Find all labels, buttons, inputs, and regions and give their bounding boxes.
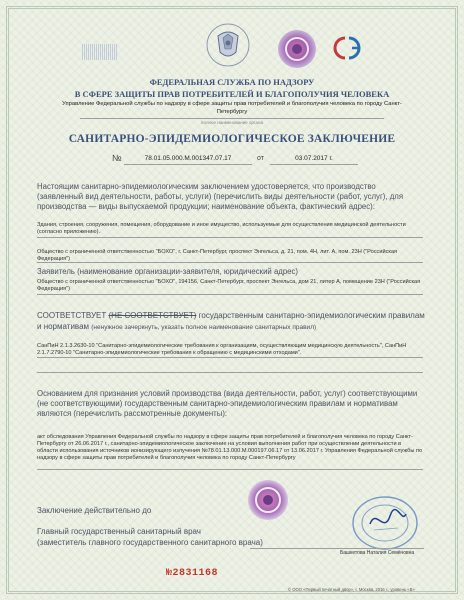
basis-documents: акт обследования Управления Федеральной службы по надзору в сфере защиты прав потребителей и благополучия человека по городу Санкт-Петербургу от 26.06.2017 г., санитарно-эпидемиологическое заключение на условия выполнения работ при осуществлении деятельности в области использования источников ионизирующего излучения №78.01.13.000.М.000197.06.17 от 13.06.2017 г. Управления Федеральной службы по надзору в сфере защиты прав потребителей и благополучия человека по городу Санкт-Петербургу [37,434,423,461]
activity-description: Здания, строения, сооружения, помещения, оборудование и иное имущество, используемые для осуществления медицинской деятельности (согласно приложению). [37,222,406,235]
signer-title-deputy: (заместитель главного государственного санитарного врача) [37,538,263,547]
rules-underline-2 [37,372,423,373]
conformity-note: (ненужное зачеркнуть, указать полное наименование санитарных правил) [91,323,317,331]
date-underline [270,164,358,165]
document-number: 78.01.05.000.М.001347.07.17 [144,155,232,162]
number-label: № [112,153,122,163]
official-stamp-icon [350,494,420,552]
conformity-statement [37,311,427,333]
conformity-text: государственным санитарно-эпидемиологическим правилам и нормативам [37,311,425,331]
logo-icon [330,34,366,62]
department-caption: полное наименование органа [201,120,263,125]
document-date: 03.07.2017 г. [295,155,333,162]
seal-hologram-icon [246,478,290,522]
document-title: САНИТАРНО-ЭПИДЕМИОЛОГИЧЕСКОЕ ЗАКЛЮЧЕНИЕ [68,133,396,145]
facility-address: Общество с ограниченной ответственностью "БОХО", г. Санкт-Петербург, проспект Энгельса, д. 21, пом. 4Н, лит. А, пом. 23Н ("Российская Федерация") [37,249,398,262]
printer-notice: © ООО «Первый печатный двор», г. Москва, 2016 г., уровень «В» [288,587,415,592]
intro-paragraph: Настоящим санитарно-эпидемиологическим заключением удостоверяется, что производство (заявленный вид деятельности, работы, услуги) (перечислить виды деятельности (работ, услуг), для производства — виды выпускаемой продукции; наименование объекта, фактический адрес): [37,182,404,211]
signer-title: Главный государственный санитарный врач [37,527,201,536]
signature-line [250,548,424,549]
agency-name-line2: В СФЕРЕ ЗАЩИТЫ ПРАВ ПОТРЕБИТЕЛЕЙ И БЛАГОПОЛУЧИЯ ЧЕЛОВЕКА [74,89,390,99]
security-pattern [82,44,118,60]
basis-paragraph: Основанием для признания условий производства (вида деятельности, работ, услуг) соответствующими (не соответствующими) государственным санитарно-эпидемиологическим правилам и нормативам являются (перечислить рассмотренные документы): [37,389,418,418]
basis-underline [37,469,423,470]
not-conforms-word: (НЕ СООТВЕТСТВУЕТ) [108,311,197,320]
facility-underline [37,262,423,263]
signer-name: Башкетова Наталия Семёновна [340,550,415,556]
validity-label: Заключение действительно до [37,506,152,515]
activity-underline [37,237,423,238]
blank-serial-number: №2831168 [166,568,219,579]
department-underline [80,118,384,119]
department-name: Управление Федеральной службы по надзору в сфере защиты прав потребителей и благополучия человека по городу Санкт-Петербургу [62,101,402,115]
applicant-address: Общество с ограниченной ответственностью "БОХО", 194156, Санкт-Петербург, проспект Энгельса, дом 21, литер А, помещение 23Н ("Российская Федерация") [37,279,421,292]
sanitary-rules: СанПиН 2.1.3.2630-10 "Санитарно-эпидемиологические требования к организациям, осуществляющим медицинскую деятельность", СанПиН 2.1.7.2790-10 "Санитарно-эпидемиологические требования к обращению с медицинскими отходами". [37,343,407,356]
agency-name-line1: ФЕДЕРАЛЬНАЯ СЛУЖБА ПО НАДЗОРУ [149,77,315,87]
date-label: от [257,155,264,162]
emblem-icon [205,22,251,68]
applicant-label: Заявитель (наименование организации-заявителя, юридический адрес) [37,267,298,276]
conforms-word: СООТВЕТСТВУЕТ [37,311,107,320]
hologram-icon [276,28,318,70]
applicant-underline [37,294,423,295]
number-underline [124,164,252,165]
rules-underline [37,357,423,358]
